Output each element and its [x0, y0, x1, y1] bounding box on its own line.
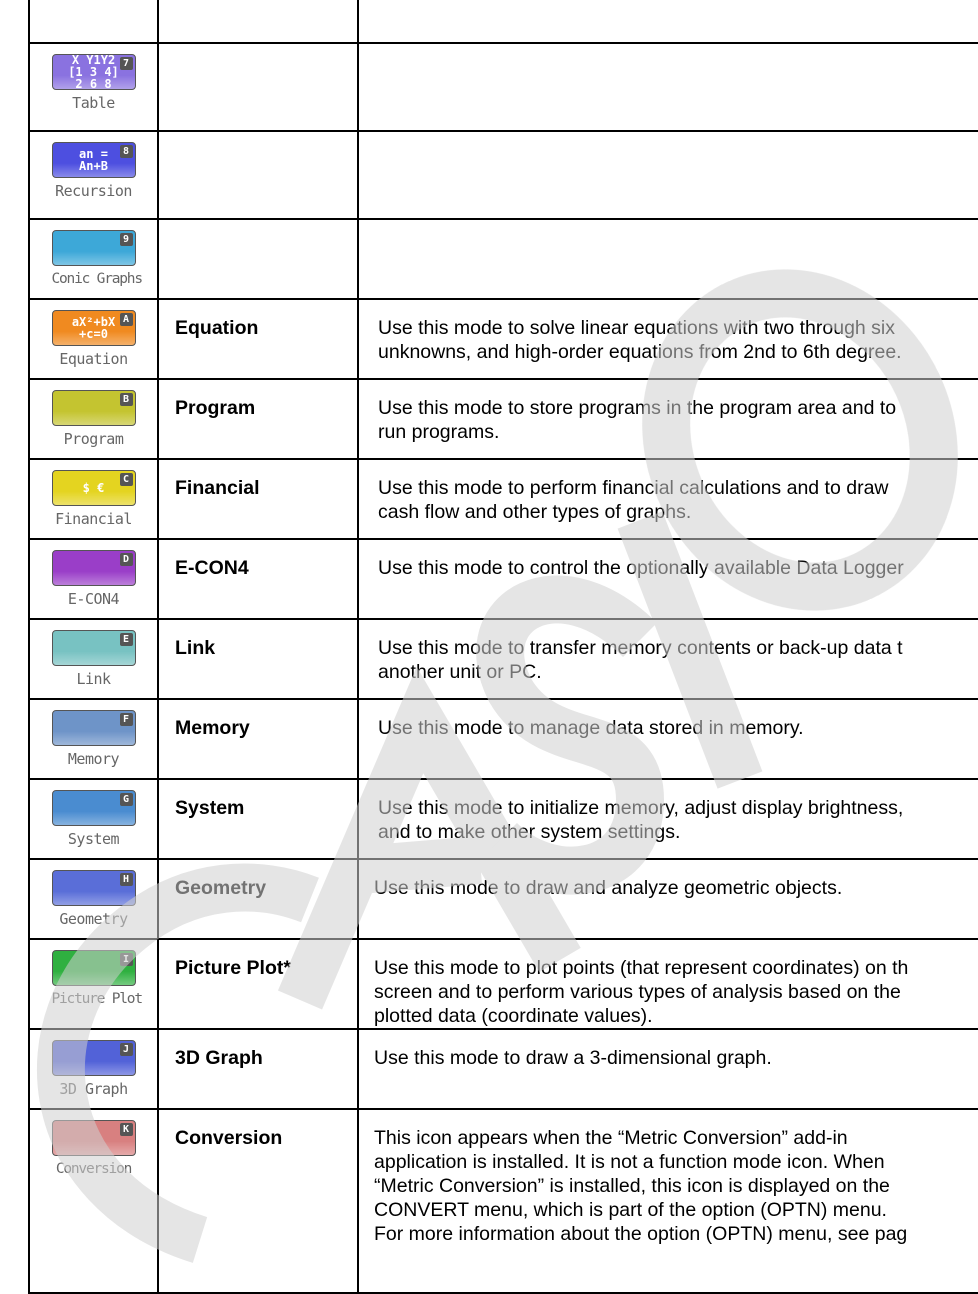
- icon-label: Geometry: [59, 910, 128, 928]
- mode-description: Use this mode to draw a 3-dimensional graph.: [358, 1029, 978, 1109]
- icon-key-badge: B: [120, 393, 133, 406]
- icon-label: E-CON4: [67, 590, 120, 608]
- icon-tile: [52, 390, 136, 426]
- mode-name: Picture Plot*: [158, 939, 358, 1029]
- icon-key-badge: 7: [120, 57, 133, 70]
- icon-key-badge: C: [120, 473, 133, 486]
- e-con4-icon: [52, 550, 136, 611]
- icon-cell: [29, 379, 158, 459]
- mode-name: Conversion: [158, 1109, 358, 1293]
- table-row: [29, 939, 978, 1029]
- icon-key-badge: 8: [120, 145, 133, 158]
- mode-description: Use this mode to manage data stored in memory.: [358, 699, 978, 779]
- table-row: [29, 1109, 978, 1293]
- icon-label: Conic Graphs: [51, 271, 142, 287]
- financial-icon: [52, 470, 136, 531]
- table-row: [29, 43, 978, 131]
- icon-key-badge: D: [120, 553, 133, 566]
- icon-tile: [52, 470, 136, 506]
- icon-label: Program: [63, 430, 124, 448]
- icon-cell: [29, 779, 158, 859]
- icon-label: System: [67, 830, 120, 848]
- icon-cell: [29, 43, 158, 131]
- system-icon: [52, 790, 136, 851]
- mode-name: 3D Graph: [158, 1029, 358, 1109]
- icon-tile: [52, 1040, 136, 1076]
- header-cell-icon: [29, 0, 158, 43]
- icon-label: Memory: [67, 750, 120, 768]
- icon-tile: [52, 54, 136, 90]
- header-cell-name: [158, 0, 358, 43]
- icon-key-badge: H: [120, 873, 133, 886]
- table-row: [29, 539, 978, 619]
- mode-description: Use this mode to control the optionally available Data Logger: [358, 539, 978, 619]
- icon-label: Equation: [59, 350, 128, 368]
- icon-cell: [29, 619, 158, 699]
- icon-cell: [29, 219, 158, 299]
- icon-glyph: an = An+B: [79, 147, 108, 173]
- table-row: [29, 859, 978, 939]
- mode-description: [358, 43, 978, 131]
- mode-description: [358, 131, 978, 219]
- icon-tile: [52, 142, 136, 178]
- icon-key-badge: K: [120, 1123, 133, 1136]
- icon-label: Picture Plot: [51, 991, 142, 1007]
- icon-cell: [29, 539, 158, 619]
- icon-tile: [52, 870, 136, 906]
- header-cell-desc: [358, 0, 978, 43]
- icon-cell: [29, 1029, 158, 1109]
- mode-name: Financial: [158, 459, 358, 539]
- icon-key-badge: 9: [120, 233, 133, 246]
- icon-tile: [52, 950, 136, 986]
- mode-description: Use this mode to transfer memory contents or back-up data t another unit or PC.: [358, 619, 978, 699]
- icon-label: Financial: [55, 510, 132, 528]
- icon-tile: [52, 550, 136, 586]
- icon-tile: [52, 790, 136, 826]
- table-row: [29, 1029, 978, 1109]
- link-icon: [52, 630, 136, 691]
- icon-label: Link: [76, 670, 111, 688]
- mode-name: Program: [158, 379, 358, 459]
- mode-name: Memory: [158, 699, 358, 779]
- program-icon: [52, 390, 136, 451]
- table-row: [29, 699, 978, 779]
- icon-cell: [29, 699, 158, 779]
- icon-key-badge: J: [120, 1043, 133, 1056]
- icon-cell: [29, 1109, 158, 1293]
- icon-tile: [52, 310, 136, 346]
- icon-cell: [29, 131, 158, 219]
- table-row: [29, 299, 978, 379]
- mode-description: Use this mode to perform financial calculations and to draw cash flow and other types of graphs.: [358, 459, 978, 539]
- icon-glyph: aX²+bX +c=0: [71, 315, 116, 341]
- picture-plot-icon: [51, 950, 142, 1011]
- conversion-icon: [52, 1120, 136, 1181]
- icon-key-badge: F: [120, 713, 133, 726]
- icon-cell: [29, 459, 158, 539]
- icon-tile: [52, 630, 136, 666]
- table-row: [29, 779, 978, 859]
- mode-description: Use this mode to initialize memory, adjust display brightness, and to make other system settings.: [358, 779, 978, 859]
- memory-icon: [52, 710, 136, 771]
- mode-description: This icon appears when the “Metric Conversion” add-in application is installed. It is not a function mode icon. When “Metric Conversion” is installed, this icon is displayed on the CONVERT menu, which is part of the option (OPTN) menu. For more information about the option (OPTN) menu, see pag: [358, 1109, 978, 1293]
- table-row: [29, 131, 978, 219]
- icon-label: Conversion: [55, 1161, 132, 1177]
- icon-tile: [52, 710, 136, 746]
- icon-tile: [52, 1120, 136, 1156]
- mode-description: Use this mode to draw and analyze geometric objects.: [358, 859, 978, 939]
- mode-table: [28, 0, 978, 1294]
- icon-cell: [29, 859, 158, 939]
- table-row: [29, 619, 978, 699]
- equation-icon: [52, 310, 136, 371]
- mode-description: Use this mode to solve linear equations with two through six unknowns, and high-order equations from 2nd to 6th degree.: [358, 299, 978, 379]
- recursion-icon: [52, 142, 136, 203]
- icon-label: 3D Graph: [59, 1080, 128, 1098]
- mode-name: [158, 131, 358, 219]
- mode-description: Use this mode to store programs in the program area and to run programs.: [358, 379, 978, 459]
- icon-glyph: X Y1Y2 [1 3 4] 2 6 8: [68, 54, 119, 90]
- mode-description: Use this mode to plot points (that represent coordinates) on th screen and to perform various types of analysis based on the plotted data (coordinate values).: [358, 939, 978, 1029]
- geometry-icon: [52, 870, 136, 931]
- mode-name: Equation: [158, 299, 358, 379]
- icon-key-badge: A: [120, 313, 133, 326]
- icon-tile: [52, 230, 136, 266]
- icon-key-badge: I: [120, 953, 133, 966]
- header-row: [29, 0, 978, 43]
- table-row: [29, 379, 978, 459]
- 3d-graph-icon: [52, 1040, 136, 1101]
- table-row: [29, 219, 978, 299]
- mode-name: E-CON4: [158, 539, 358, 619]
- table-icon: [52, 54, 136, 115]
- conic-graphs-icon: [51, 230, 142, 291]
- icon-cell: [29, 299, 158, 379]
- icon-key-badge: G: [120, 793, 133, 806]
- mode-name: Link: [158, 619, 358, 699]
- icon-label: Table: [72, 94, 115, 112]
- icon-key-badge: E: [120, 633, 133, 646]
- icon-cell: [29, 939, 158, 1029]
- icon-glyph: $ €: [82, 481, 105, 495]
- mode-description: [358, 219, 978, 299]
- mode-name: System: [158, 779, 358, 859]
- mode-name: [158, 219, 358, 299]
- table-row: [29, 459, 978, 539]
- mode-name: [158, 43, 358, 131]
- icon-label: Recursion: [55, 182, 132, 200]
- mode-name: Geometry: [158, 859, 358, 939]
